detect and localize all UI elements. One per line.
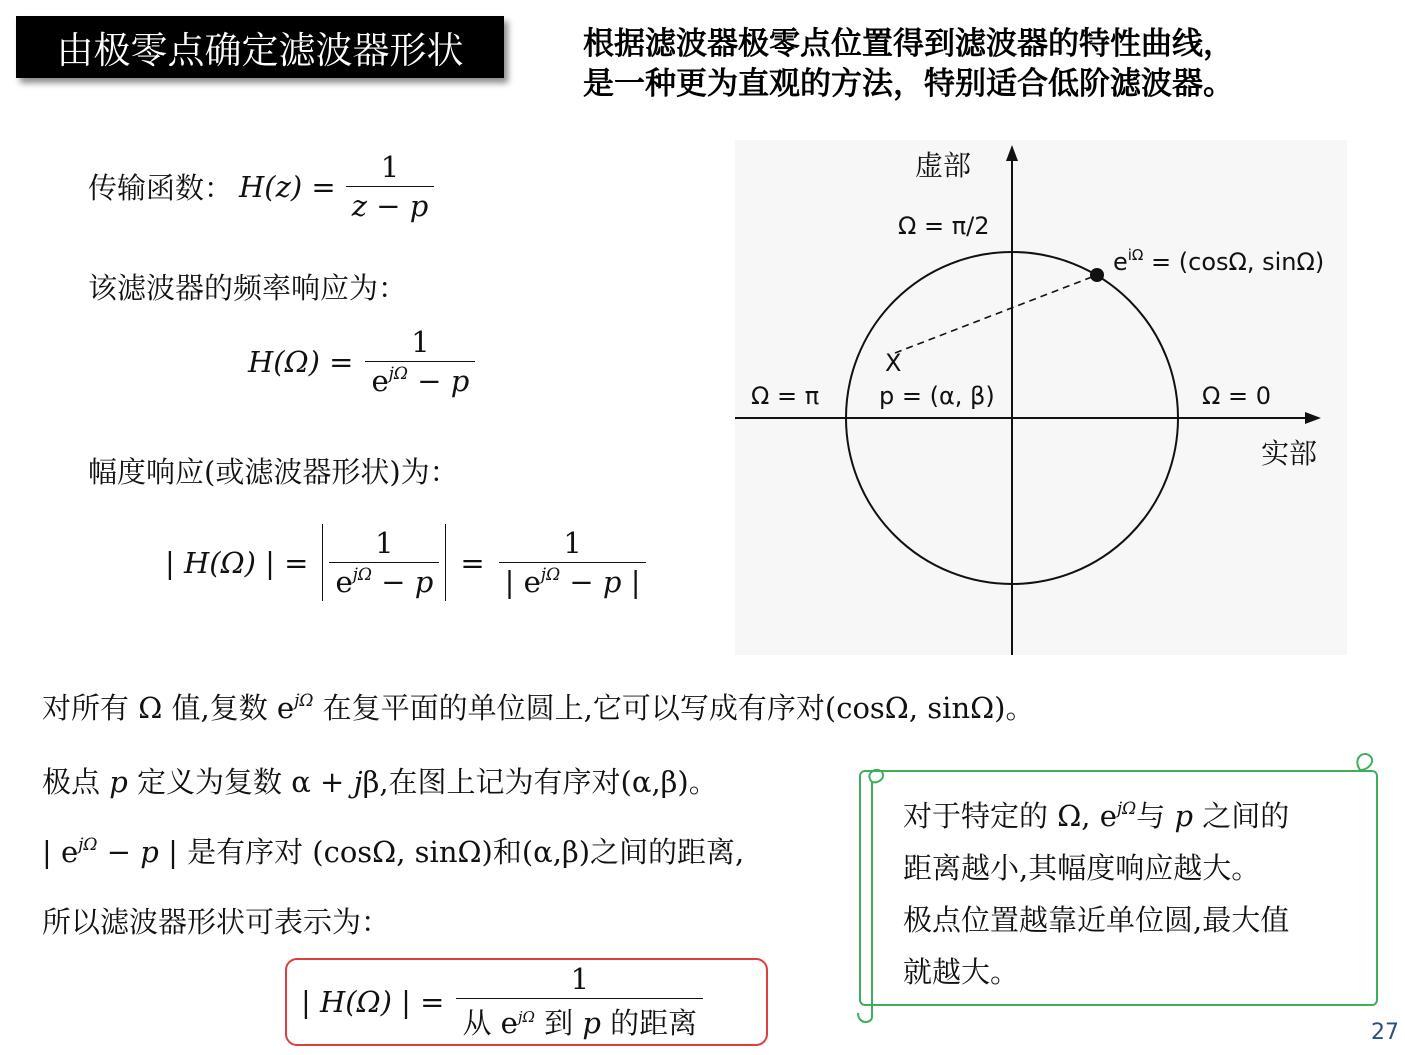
mag-eq: = [460, 545, 485, 580]
transfer-numerator: 1 [380, 150, 400, 184]
result-den-c: 的距离 [600, 1006, 698, 1040]
freq-den-rest: − p [408, 364, 470, 398]
unit-circle-diagram [735, 140, 1347, 655]
exp3-c: | 是有序对 (cosΩ, sinΩ)和(α,β)之间的距离, [158, 835, 745, 869]
page-number: 27 [1371, 1020, 1399, 1045]
note1-p: p [1174, 799, 1194, 833]
mag-numerator-2: 1 [563, 526, 582, 560]
freq-lhs: H(Ω) = [248, 344, 354, 379]
mag-den-e: e [335, 565, 353, 599]
result-den-a: 从 e [462, 1006, 518, 1040]
exp3-b: − [97, 835, 141, 869]
result-formula-box [285, 958, 768, 1046]
scroll-curl-top-right [1357, 754, 1372, 770]
freq-response-label: 该滤波器的频率响应为： [88, 271, 408, 305]
note1-c: 之间的 [1193, 799, 1290, 833]
note1-a: 对于特定的 Ω, e [903, 799, 1117, 833]
note-line-1 [903, 794, 1289, 835]
exp3-sup: jΩ [78, 835, 98, 855]
mag-den2-b: − p | [560, 565, 641, 599]
pole-label: p = (α, β) [879, 382, 995, 410]
magnitude-formula [165, 524, 646, 601]
exp2-a: 极点 [42, 765, 110, 799]
result-den-p: p [582, 1006, 601, 1040]
mag-den-rest: − p [372, 565, 434, 599]
mag-abs-bars [322, 524, 446, 601]
exp2-b: 定义为复数 α + [127, 765, 354, 799]
transfer-lhs: H(z) = [239, 169, 336, 204]
exp1-b: 在复平面的单位圆上,它可以写成有序对(cosΩ, sinΩ)。 [313, 691, 1035, 725]
explanation-line-4: 所以滤波器形状可表示为： [42, 905, 391, 939]
note1-b: 与 [1136, 799, 1175, 833]
exp2-p: p [109, 765, 128, 799]
result-den-sup: jΩ [517, 1008, 535, 1026]
transfer-label: 传输函数： [88, 171, 234, 205]
mag-fraction-2 [499, 526, 647, 599]
magnitude-response-label: 幅度响应(或滤波器形状)为： [88, 455, 459, 489]
freq-fraction [365, 325, 475, 398]
explanation-line-1 [42, 686, 1034, 727]
mag-lhs: | H(Ω) | = [165, 545, 309, 580]
exp3-p: p [140, 835, 159, 869]
intro-line-1: 根据滤波器极零点位置得到滤波器的特性曲线， [583, 26, 1234, 62]
exp1-a: 对所有 Ω 值,复数 e [42, 691, 295, 725]
transfer-fraction [346, 150, 435, 223]
result-denominator [456, 998, 703, 1042]
pole-marker: X [885, 349, 902, 377]
explanation-line-3 [42, 830, 744, 871]
exp1-sup: jΩ [294, 691, 314, 711]
exp2-c: β,在图上记为有序对(α,β)。 [362, 765, 718, 799]
result-den-b: 到 [534, 1006, 583, 1040]
unit-point-sup: iΩ [1127, 246, 1144, 264]
mag-den-sup: jΩ [352, 565, 373, 585]
explanation-line-2 [42, 760, 718, 801]
real-axis-label: 实部 [1261, 437, 1318, 470]
transfer-denominator: z − p [346, 186, 435, 223]
note-line-3: 极点位置越靠近单位圆,最大值 [903, 903, 1290, 937]
note-line-2: 距离越小,其幅度响应越大。 [903, 851, 1261, 885]
freq-den-sup: jΩ [388, 364, 409, 384]
freq-response-formula [248, 325, 475, 398]
omega-zero-label: Ω = 0 [1202, 382, 1271, 410]
result-fraction [456, 962, 703, 1042]
freq-denominator [365, 361, 475, 398]
mag-denominator [329, 562, 439, 599]
unit-point-rest: = (cosΩ, sinΩ) [1143, 248, 1325, 276]
unit-circle-point [1090, 268, 1104, 282]
mag-numerator: 1 [375, 526, 394, 560]
note1-sup: jΩ [1116, 799, 1137, 819]
mag-den2-sup: jΩ [540, 565, 561, 585]
freq-den-e: e [371, 364, 389, 398]
result-lhs: | H(Ω) | = [301, 985, 445, 1019]
result-numerator: 1 [570, 962, 590, 996]
transfer-function [88, 150, 434, 223]
unit-point-e: e [1113, 248, 1128, 276]
mag-fraction [329, 526, 439, 599]
imag-axis-label: 虚部 [915, 149, 972, 182]
slide-title: 由极零点确定滤波器形状 [56, 29, 464, 72]
note-line-4: 就越大。 [903, 955, 1020, 989]
mag-den2-a: | e [504, 565, 541, 599]
freq-numerator: 1 [411, 325, 430, 359]
scroll-curl-left [869, 770, 883, 1018]
mag-denominator-2 [499, 562, 647, 599]
omega-pi-label: Ω = π [751, 382, 820, 410]
exp3-a: | e [42, 835, 79, 869]
exp2-j: j [353, 765, 363, 799]
scroll-curl-bottom-left [858, 1013, 872, 1022]
intro-line-2: 是一种更为直观的方法，特别适合低阶滤波器。 [583, 66, 1234, 102]
unit-point-label [1113, 246, 1324, 276]
omega-pi-over-2-label: Ω = π/2 [898, 212, 990, 240]
slide-title-box [16, 16, 504, 78]
